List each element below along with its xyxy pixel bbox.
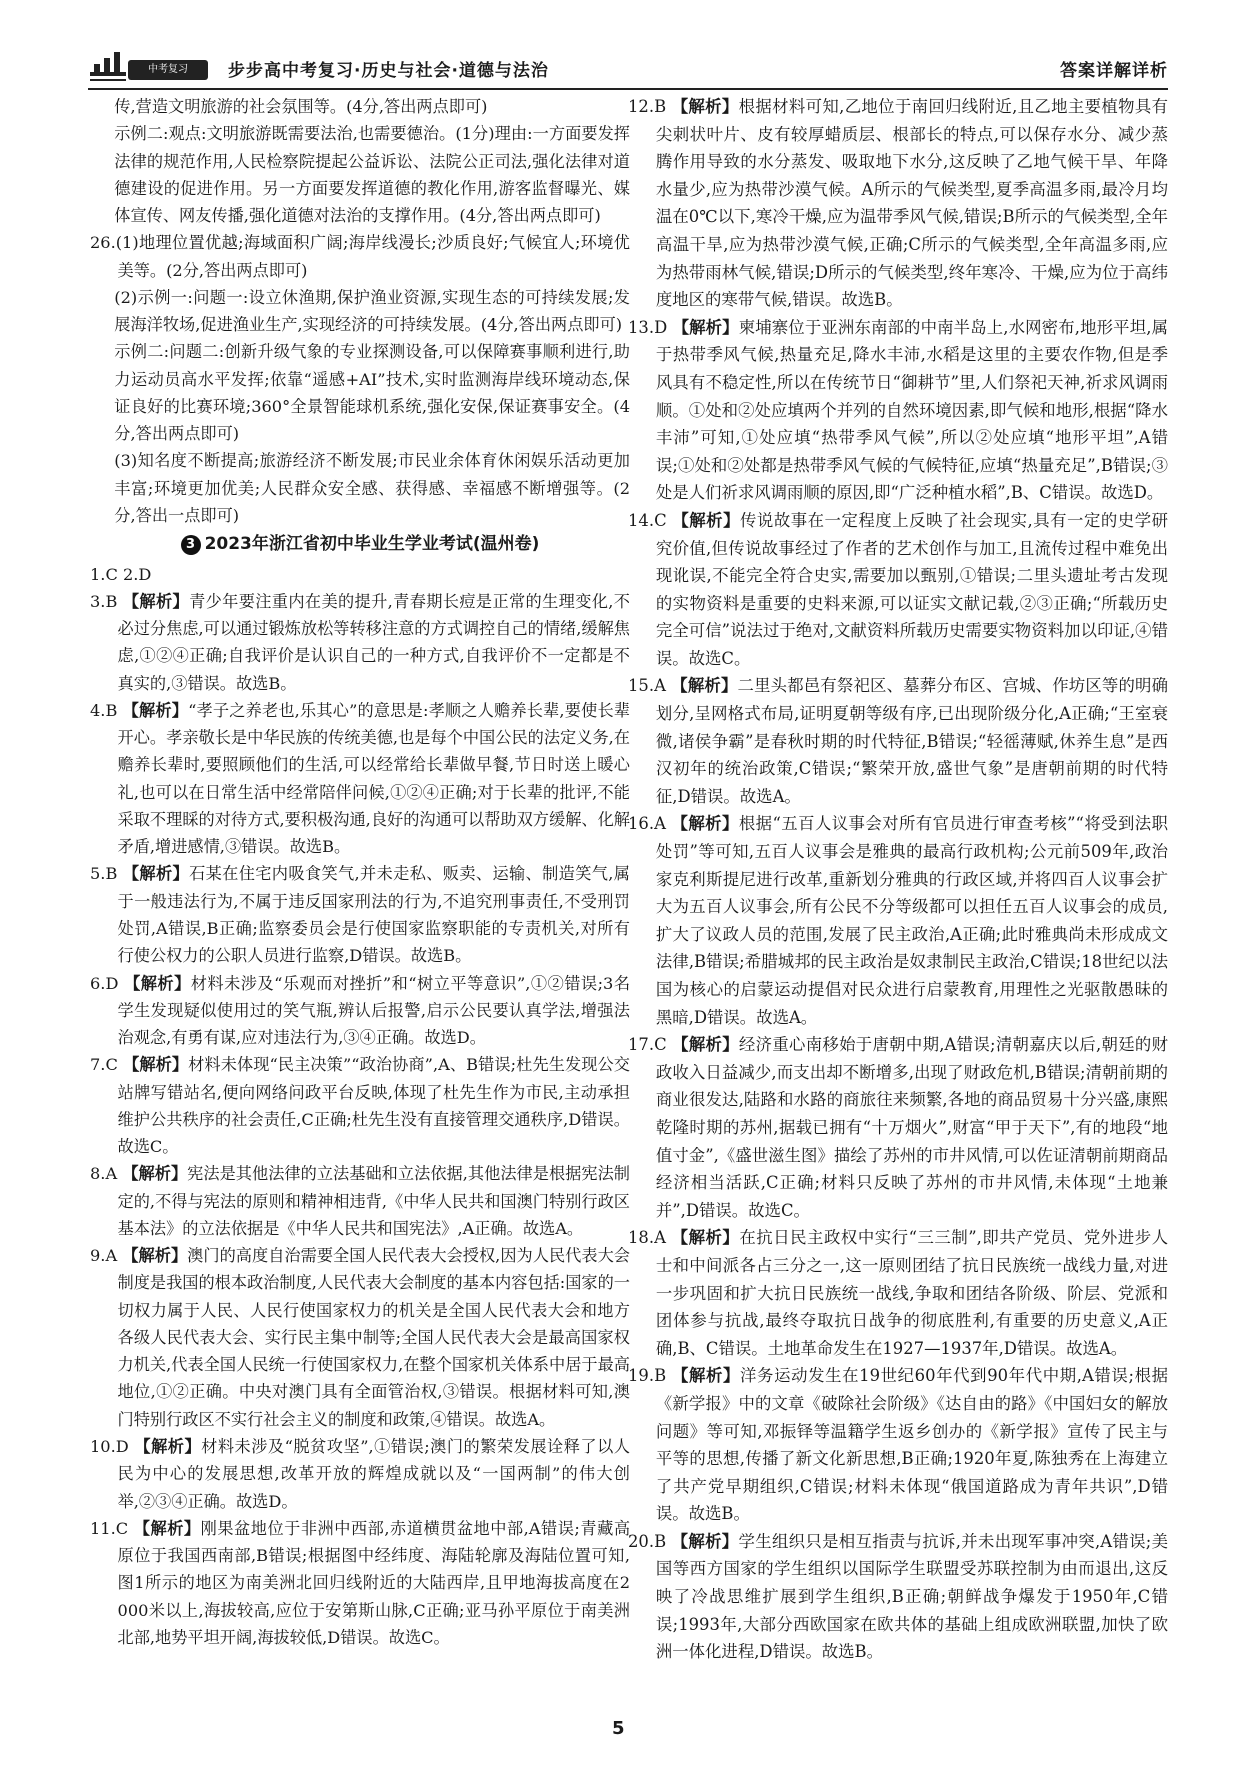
analysis-tag: 【解析】 <box>671 814 739 834</box>
section-title: 答案详解详析 <box>1060 61 1168 81</box>
exam-title: 2023年浙江省初中毕业生学业考试(温州卷) <box>204 534 540 555</box>
analysis-tag: 【解析】 <box>671 97 739 116</box>
answer-20: 20.B 【解析】学生组织只是相互指责与抗诉,并未出现军事冲突,A错误;美国等西方国家的学生组织以国际学生联盟受苏联控制为由而退出,这反映了冷战思维扩展到学生组织,B正确;朝鲜战争爆发于1950年,C错误;1993年,大部分西欧国家在欧共体的基础上组成欧洲联盟,加快了欧洲一体化进程,D错误。故选B。 <box>628 1531 1169 1662</box>
answer-16: 16.A 【解析】根据“五百人议事会对所有官员进行审查考核”“将受到法职处罚”等可知,五百人议事会是雅典的最高行政机构;公元前509年,政治家克利斯提尼进行改革,重新划分雅典的行政区域,并将四百人议事会扩大为五百人议事会,所有公民不分等级都可以担任五百人议事会的成员,扩大了议政人员的范围,发展了民主政治,A正确;此时雅典尚未形成成文法律,B错误;希腊城邦的民主政治是奴隶制民主政治,C错误;18世纪以法国为核心的启蒙运动提倡对民众进行启蒙教育,用理性之光驱散愚昧的黑暗,D错误。故选A。 <box>628 814 1169 1027</box>
analysis-tag: 【解析】 <box>122 1246 188 1266</box>
analysis-tag: 【解析】 <box>672 317 739 337</box>
right-column <box>628 93 1168 1666</box>
answer-14: 14.C 【解析】传说故事在一定程度上反映了社会现实,具有一定的史学研究价值,但传说故事经过了作者的艺术创作与加工,且流传过程中难免出现讹误,不能完全符合史实,需要加以甄别,①错误;二里头遗址考古发现的实物资料是重要的史料来源,可以证实文献记载,②③正确;“所载历史完全可信”说法过于绝对,文献资料所载历史需要实物资料加以印证,④错误。故选C。 <box>628 510 1168 668</box>
answer-8: 8.A 【解析】宪法是其他法律的立法基础和立法依据,其他法律是根据宪法制定的,不得与宪法的原则和精神相违背,《中华人民共和国澳门特别行政区基本法》的立法依据是《中华人民共和国宪法》,A正确。故选A。 <box>90 1164 630 1238</box>
answer-7: 7.C 【解析】材料未体现“民主决策”“政治协商”,A、B错误;杜先生发现公交站牌写错站名,便向网络问政平台反映,体现了杜先生作为市民,主动承担维护公共秩序的社会责任,C正确;杜先生没有直接管理交通秩序,D错误。故选C。 <box>90 1055 630 1157</box>
logo-emblem-icon <box>88 50 128 86</box>
analysis-tag: 【解析】 <box>122 864 190 884</box>
answer-5: 5.B 【解析】石某在住宅内吸食笑气,并未走私、贩卖、运输、制造笑气,属于一般违法行为,不属于违反国家刑法的行为,不追究刑事责任,不受刑罚处罚,A错误,B正确;监察委员会是行使国家监察职能的专责机关,对所有行使公权力的公职人员进行监察,D错误。故选B。 <box>90 864 630 966</box>
answer-3: 3.B 【解析】青少年要注重内在美的提升,青春期长痘是正常的生理变化,不必过分焦虑,可以通过锻炼放松等转移注意的方式调控自己的情绪,缓解焦虑,①②④正确;自我评价是认识自己的一种方式,自我评价不一定都是不真实的,③错误。故选B。 <box>90 591 630 693</box>
answer-paragraph: 示例二:观点:文明旅游既需要法治,也需要德治。(1分)理由:一方面要发挥法律的规范作用,人民检察院提起公益诉讼、法院公正司法,强化法律对道德建设的促进作用。另一方面要发挥道德的教化作用,游客监督曝光、媒体宣传、网友传播,强化道德对法治的支撑作用。(4分,答出两点即可) <box>114 124 630 226</box>
answer-26-2-example: 示例二:问题二:创新升级气象的专业探测设备,可以保障赛事顺利进行,助力运动员高水平发挥;依靠“遥感+AI”技术,实时监测海岸线环境动态,保证良好的比赛环境;360°全景智能球机系统,强化安保,保证赛事安全。(4分,答出两点即可) <box>114 342 630 444</box>
exam-number-badge: 3 <box>181 535 201 555</box>
answer-11: 11.C 【解析】刚果盆地位于非洲中西部,赤道横贯盆地中部,A错误;青藏高原位于我国西南部,B错误;根据图中经纬度、海陆轮廓及海陆位置可知,图1所示的地区为南美洲北回归线附近的大陆西岸,且甲地海拔高度在2 000米以上,海拔较高,应位于安第斯山脉,C正确;亚马孙平原位于南美洲北部,地势平坦开阔,海拔较低,D错误。故选C。 <box>90 1518 631 1647</box>
answer-1-2: 1.C 2.D <box>90 564 152 584</box>
analysis-tag: 【解析】 <box>133 1518 201 1538</box>
answer-26-1: 26.(1)地理位置优越;海域面积广阔;海岸线漫长;沙质良好;气候宜人;环境优美等。(2分,答出两点即可) <box>90 233 630 280</box>
answer-26-3: (3)知名度不断提高;旅游经济不断发展;市民业余体育休闲娱乐活动更加丰富;环境更加优美;人民群众安全感、获得感、幸福感不断增强等。(2分,答出一点即可) <box>114 451 630 525</box>
analysis-tag: 【解析】 <box>672 510 740 530</box>
analysis-tag: 【解析】 <box>671 1228 740 1248</box>
answer-4: 4.B 【解析】“孝子之养老也,乐其心”的意思是:孝顺之人赡养长辈,要使长辈开心。孝亲敬长是中华民族的传统美德,也是每个中国公民的法定义务,在赡养长辈时,要照顾他们的生活,可以经常给长辈做早餐,节日时送上暖心礼,也可以在日常生活中经常陪伴问候,①②④正确;对于长辈的批评,不能采取不理睬的对待方式,要积极沟通,良好的沟通可以帮助双方缓解、化解矛盾,增进感情,③错误。故选B。 <box>90 700 630 857</box>
book-logo <box>88 50 208 86</box>
answer-18: 18.A 【解析】在抗日民主政权中实行“三三制”,即共产党员、党外进步人士和中间派各占三分之一,这一原则团结了抗日民族统一战线力量,对进一步巩固和扩大抗日民族统一战线,争取和团结各阶级、阶层、党派和团体参与抗战,最终夺取抗日战争的彻底胜利,有重要的历史意义,A正确,B、C错误。土地革命发生在1927—1937年,D错误。故选A。 <box>628 1228 1169 1358</box>
analysis-tag: 【解析】 <box>123 1055 189 1075</box>
answer-6: 6.D 【解析】材料未涉及“乐观而对挫折”和“树立平等意识”,①②错误;3名学生发现疑似使用过的笑气瓶,辨认后报警,启示公民要认真学法,增强法治观念,有勇有谋,应对违法行为,③④正确。故选D。 <box>90 973 631 1048</box>
answer-15: 15.A 【解析】二里头都邑有祭祀区、墓葬分布区、宫城、作坊区等的明确划分,呈网格式布局,证明夏朝等级有序,已出现阶级分化,A正确;“王室衰微,诸侯争霸”是春秋时期的时代特征,B错误;“轻徭薄赋,休养生息”是西汉初年的统治政策,C错误;“繁荣开放,盛世气象”是唐朝前期的时代特征,D错误。故选A。 <box>628 676 1168 806</box>
left-column <box>90 93 630 1651</box>
analysis-tag: 【解析】 <box>122 700 189 720</box>
book-title: 步步高中考复习·历史与社会·道德与法治 <box>228 61 549 81</box>
answer-paragraph: 传,营造文明旅游的社会氛围等。(4分,答出两点即可) <box>114 97 488 116</box>
answer-17: 17.C 【解析】经济重心南移始于唐朝中期,A错误;清朝嘉庆以后,朝廷的财政收入日益减少,而支出却不断增多,出现了财政危机,B错误;清朝前期的商业很发达,陆路和水路的商旅往来频繁,各地的商品贸易十分兴盛,康熙乾隆时期的苏州,据载已拥有“十万烟火”,财富“甲于天下”,有的地段“地值寸金”,《盛世滋生图》描绘了苏州的市井风情,可以佐证清朝前期商品经济相当活跃,C正确;材料只反映了苏州的市井风情,未体现“土地兼并”,D错误。故选C。 <box>628 1035 1169 1220</box>
analysis-tag: 【解析】 <box>671 1366 741 1386</box>
logo-badge: 中考复习 <box>128 60 208 80</box>
header-divider <box>88 88 1168 90</box>
analysis-tag: 【解析】 <box>122 591 190 611</box>
answer-26-2: (2)示例一:问题一:设立休渔期,保护渔业资源,实现生态的可持续发展;发展海洋牧场,促进渔业生产,实现经济的可持续发展。(4分,答出两点即可) <box>114 287 630 335</box>
page-number: 5 <box>612 1718 625 1739</box>
answer-19: 19.B 【解析】洋务运动发生在19世纪60年代到90年代中期,A错误;根据《新学报》中的文章《破除社会阶级》《达自由的路》《中国妇女的解放问题》等可知,邓振铎等温籍学生返乡创办的《新学报》宣传了民主与平等的思想,传播了新文化新思想,B正确;1920年夏,陈独秀在上海建立了共产党早期组织,C错误;材料未体现“俄国道路成为青年共识”,D错误。故选B。 <box>628 1366 1169 1524</box>
analysis-tag: 【解析】 <box>671 1531 739 1551</box>
answer-9: 9.A 【解析】澳门的高度自治需要全国人民代表大会授权,因为人民代表大会制度是我国的根本政治制度,人民代表大会制度的基本内容包括:国家的一切权力属于人民、人民行使国家权力的机关是全国人民代表大会和地方各级人民代表大会、实行民主集中制等;全国人民代表大会是最高国家权力机关,代表全国人民统一行使国家权力,在整个国家机关体系中居于最高地位,①②正确。中央对澳门具有全面管治权,③错误。根据材料可知,澳门特别行政区不实行社会主义的制度和政策,④错误。故选A。 <box>90 1246 630 1429</box>
analysis-tag: 【解析】 <box>672 1035 739 1055</box>
page-header <box>88 50 1168 90</box>
answer-13: 13.D 【解析】柬埔寨位于亚洲东南部的中南半岛上,水网密布,地形平坦,属于热带季风气候,热量充足,降水丰沛,水稻是这里的主要农作物,但是季风具有不稳定性,所以在传统节日“御耕节”里,人们祭祀天神,祈求风调雨顺。①处和②处应填两个并列的自然环境因素,即气候和地形,根据“降水丰沛”可知,①处应填“热带季风气候”,所以②处应填“地形平坦”,A错误;①处和②处都是热带季风气候的气候特征,应填“热量充足”,B错误;③处是人们祈求风调雨顺的原因,即“广泛种植水稻”,B、C错误。故选D。 <box>628 317 1168 503</box>
answer-10: 10.D 【解析】材料未涉及“脱贫攻坚”,①错误;澳门的繁荣发展诠释了以人民为中心的发展思想,改革开放的辉煌成就以及“一国两制”的伟大创举,②③④正确。故选D。 <box>90 1437 630 1511</box>
answer-12: 12.B 【解析】根据材料可知,乙地位于南回归线附近,且乙地主要植物具有尖刺状叶片、皮有较厚蜡质层、根部长的特点,可以保存水分、减少蒸腾作用导致的水分蒸发、吸取地下水分,这反映了乙地气候干旱、年降水量少,应为热带沙漠气候。A所示的气候类型,夏季高温多雨,最冷月均温在0℃以下,寒冷干燥,应为温带季风气候,错误;B所示的气候类型,全年高温干旱,应为热带沙漠气候,正确;C所示的气候类型,全年高温多雨,应为热带雨林气候,错误;D所示的气候类型,终年寒冷、干燥,应为位于高纬度地区的寒带气候,错误。故选B。 <box>628 97 1169 310</box>
exam-heading <box>90 531 630 558</box>
analysis-tag: 【解析】 <box>671 676 738 696</box>
analysis-tag: 【解析】 <box>122 1164 188 1184</box>
analysis-tag: 【解析】 <box>124 973 191 993</box>
analysis-tag: 【解析】 <box>134 1437 202 1457</box>
